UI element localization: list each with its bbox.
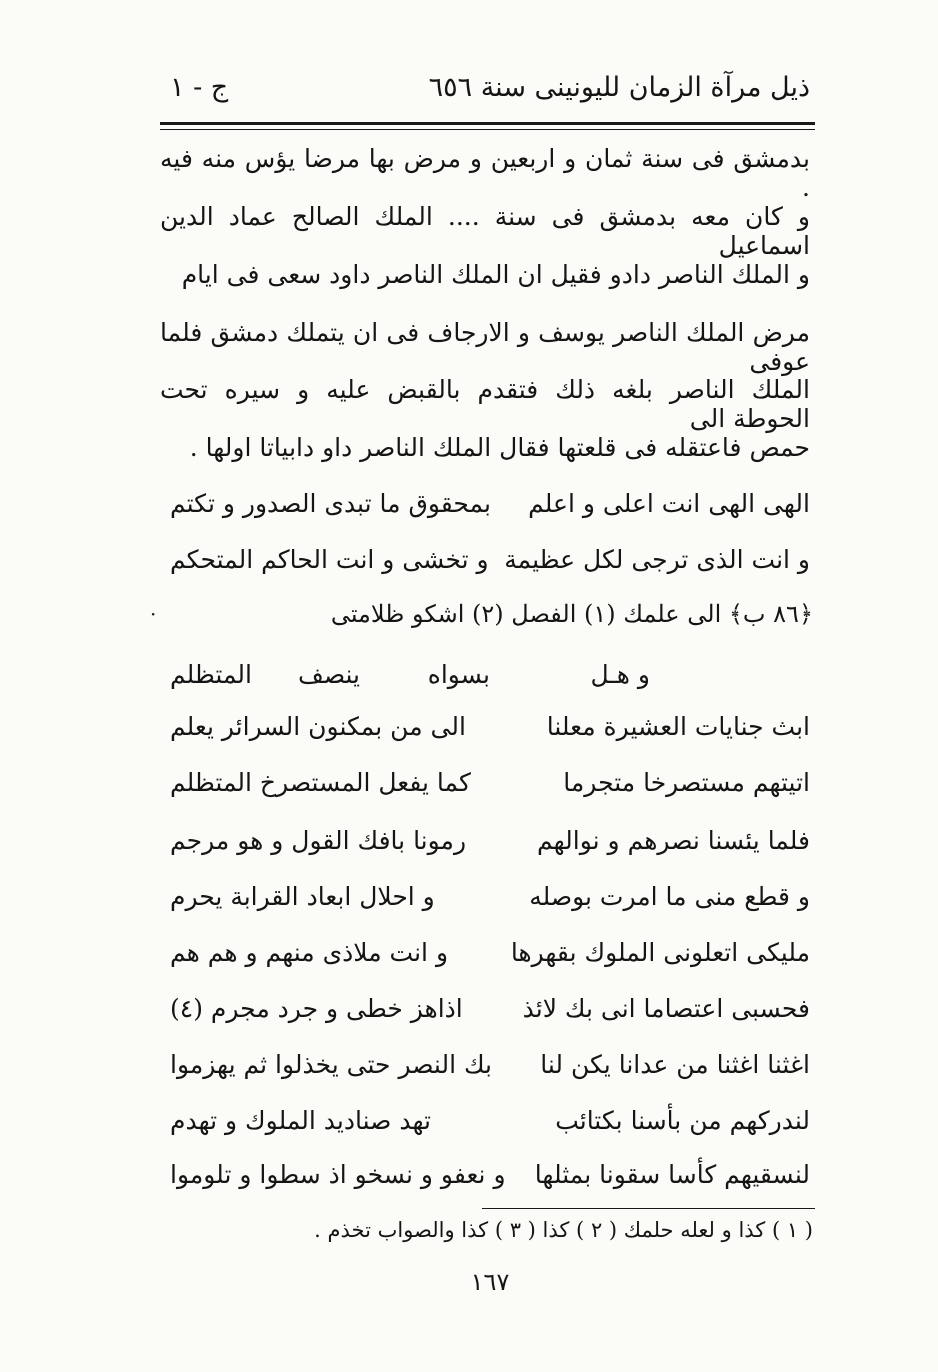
verse-line: [170, 1160, 810, 1206]
first-hemistich: اغثنا اغثنا من عدانا يكن لنا: [540, 1050, 810, 1079]
second-hemistich: و نعفو و نسخو اذ سطوا و تلوموا: [170, 1160, 506, 1189]
header-rule-thin: [160, 129, 815, 130]
folio-reference-line: ﴿٨٦ ب﴾ الى علمك (١) الفصل (٢) اشكو ظلامتى: [330, 600, 813, 628]
prose-line: حمص فاعتقله فى قلعتها فقال الملك الناصر داو دابياتا اولها .: [189, 433, 810, 462]
verse-line: [170, 938, 810, 984]
second-hemistich: اذاهز خطى و جرد مجرم (٤): [170, 994, 463, 1023]
second-hemistich: تهد صناديد الملوك و تهدم: [170, 1106, 431, 1135]
first-hemistich: فحسبى اعتصاما انى بك لائذ: [522, 994, 810, 1023]
verse-line: [170, 545, 810, 591]
margin-mark: ·: [150, 602, 157, 626]
first-hemistich: لنسقيهم كأسا سقونا بمثلها: [534, 1160, 810, 1189]
second-hemistich: بمحقوق ما تبدى الصدور و تكتم: [170, 489, 491, 518]
verse-line: [170, 994, 810, 1040]
second-hemistich: و احلال ابعاد القرابة يحرم: [170, 882, 435, 911]
verse-line: [170, 1050, 810, 1096]
first-hemistich: مليكى اتعلونى الملوك بقهرها: [510, 938, 810, 967]
word: ينصف: [297, 660, 360, 689]
prose-line: بدمشق فى سنة ثمان و اربعين و مرض بها مرضا يؤس منه فيه .: [160, 144, 810, 202]
first-hemistich: اتيتهم مستصرخا متجرما: [563, 768, 810, 797]
half-verse-line: [170, 660, 810, 706]
second-hemistich: بك النصر حتى يخذلوا ثم يهزموا: [170, 1050, 492, 1079]
prose-line: الملك الناصر بلغه ذلك فتقدم بالقبض عليه و سيره تحت الحوطة الى: [160, 375, 810, 433]
footnote: ( ١ ) كذا و لعله حلمك ( ٢ ) كذا ( ٣ ) كذا والصواب تخذم .: [314, 1218, 813, 1242]
word: بسواه: [427, 660, 490, 689]
first-hemistich: و قطع منى ما امرت بوصله: [529, 882, 810, 911]
second-hemistich: رمونا بافك القول و هو مرجم: [170, 826, 467, 855]
verse-line: [170, 1106, 810, 1152]
prose-line: و الملك الناصر دادو فقيل ان الملك الناصر داود سعى فى ايام: [181, 260, 810, 289]
page-number: ١٦٧: [470, 1268, 510, 1296]
first-hemistich: ابث جنايات العشيرة معلنا: [546, 712, 810, 741]
first-hemistich: و انت الذى ترجى لكل عظيمة: [504, 545, 810, 574]
footnote-rule: [482, 1208, 815, 1209]
verse-line: [170, 712, 810, 758]
running-title: ذيل مرآة الزمان لليونينى سنة ٦٥٦: [428, 72, 810, 103]
volume-label: ج - ١: [170, 72, 229, 103]
word: و هـل: [590, 660, 650, 689]
second-hemistich: و انت ملاذى منهم و هم هم: [170, 938, 449, 967]
second-hemistich: الى من بمكنون السرائر يعلم: [170, 712, 466, 741]
second-hemistich: كما يفعل المستصرخ المتظلم: [170, 768, 471, 797]
prose-line: مرض الملك الناصر يوسف و الارجاف فى ان يتملك دمشق فلما عوفى: [160, 318, 810, 376]
verse-line: [170, 489, 810, 535]
second-hemistich: و تخشى و انت الحاكم المتحكم: [170, 545, 489, 574]
word: المتظلم: [170, 660, 252, 689]
header-rule-thick: [160, 122, 815, 125]
verse-line: [170, 768, 810, 814]
verse-line: [170, 882, 810, 928]
first-hemistich: لندركهم من بأسنا بكتائب: [555, 1106, 810, 1135]
verse-line: [170, 826, 810, 872]
first-hemistich: فلما يئسنا نصرهم و نوالهم: [537, 826, 810, 855]
first-hemistich: الهى الهى انت اعلى و اعلم: [528, 489, 810, 518]
prose-line: و كان معه بدمشق فى سنة .... الملك الصالح عماد الدين اسماعيل: [160, 202, 810, 260]
page-header: [170, 72, 810, 116]
